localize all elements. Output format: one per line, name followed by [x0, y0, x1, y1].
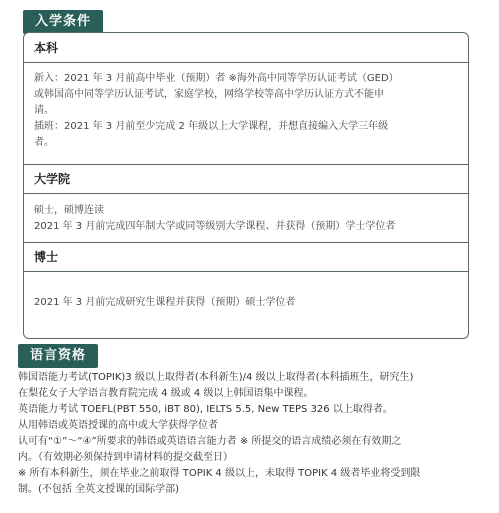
graduate-section-title: 大学院 — [24, 164, 468, 194]
graduate-line: 2021 年 3 月前完成四年制大学或同等级别大学课程、并获得（预期）学士学位者 — [34, 221, 396, 232]
undergrad-section-body — [34, 71, 460, 151]
doctor-section-title: 博士 — [24, 242, 468, 272]
doctor-line: 2021 年 3 月前完成研究生课程并获得（预期）硕士学位者 — [34, 297, 296, 308]
undergrad-line: 插班：2021 年 3 月前至少完成 2 年级以上大学课程，并想直接编入大学三年级 — [34, 121, 389, 132]
undergrad-line: 请。 — [34, 105, 54, 116]
language-line: 韩国语能力考试(TOPIK)3 级以上取得者(本科新生)/4 级以上取得者(本科插班生，研究生) — [18, 372, 414, 383]
graduate-section-body — [34, 203, 460, 235]
language-qualification-body — [18, 370, 492, 498]
admission-requirements-panel — [23, 32, 469, 339]
language-line: 英语能力考试 TOEFL(PBT 550, iBT 80), IELTS 5.5, New TEPS 326 以上取得者。 — [18, 404, 393, 415]
language-line: 从用韩语或英语授课的高中或大学获得学位者 — [18, 420, 218, 431]
admission-requirements-tag: 入学条件 — [23, 10, 103, 34]
graduate-line: 硕士，硕博连读 — [34, 205, 104, 216]
language-line: ※ 所有本科新生，须在毕业之前取得 TOPIK 4 级以上，未取得 TOPIK 4 级者毕业将受到限 — [18, 468, 421, 479]
language-line: 内。（有效期必须保持到申请材料的提交截至日） — [18, 452, 233, 463]
undergrad-line: 新入：2021 年 3 月前高中毕业（预期）者 ※海外高中同等学历认证考试（GED） — [34, 73, 399, 84]
language-line: 在梨花女子大学语言教育院完成 4 级或 4 级以上韩国语集中课程。 — [18, 388, 314, 399]
undergrad-section-title: 本科 — [24, 33, 468, 63]
doctor-section-body — [34, 295, 460, 311]
undergrad-line: 者。 — [34, 137, 54, 148]
language-line: 制。(不包括 全英文授课的国际学部) — [18, 484, 179, 495]
language-line: 认可有“①”～“④”所要求的韩语或英语语言能力者 ※ 所提交的语言成绩必须在有效期之 — [18, 436, 402, 447]
undergrad-line: 或韩国高中同等学历认证考试，家庭学校，网络学校等高中学历认证方式不能申 — [34, 89, 384, 100]
language-qualification-tag: 语言资格 — [18, 344, 98, 368]
